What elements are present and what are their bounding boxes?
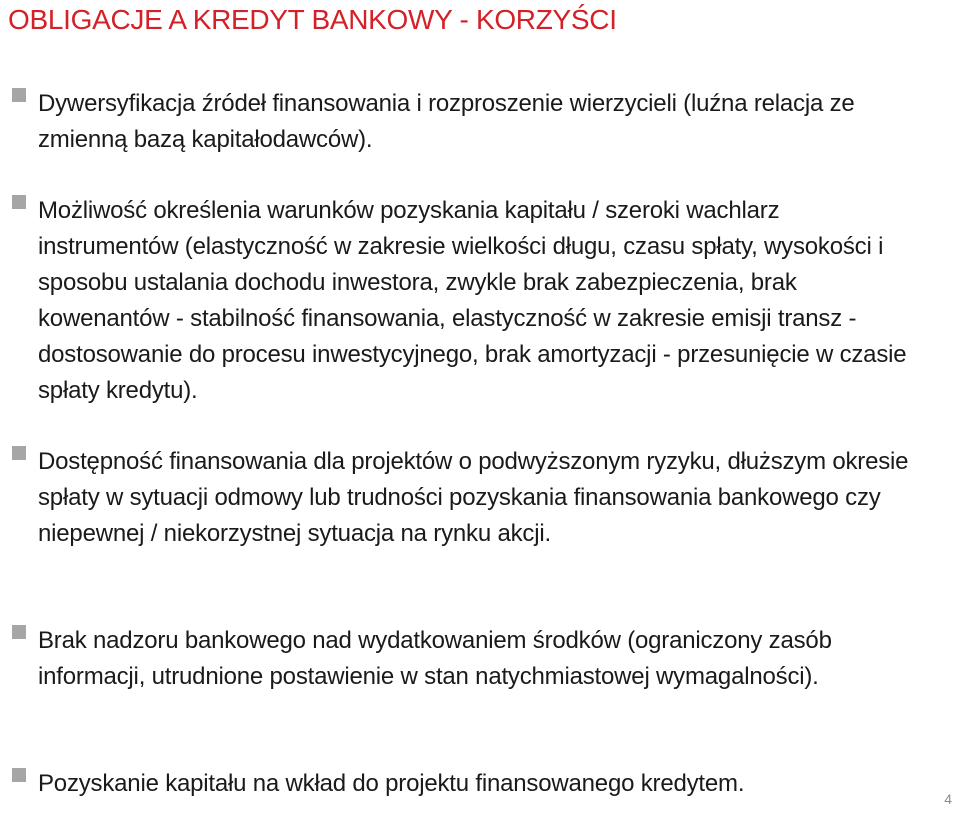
square-bullet-icon [12, 768, 26, 782]
bullet-text: Dywersyfikacja źródeł finansowania i rozproszenie wierzycieli (luźna relacja ze zmienną bazą kapitałodawców). [38, 90, 855, 153]
square-bullet-icon [12, 88, 26, 102]
bullet-text: Brak nadzoru bankowego nad wydatkowaniem środków (ograniczony zasób informacji, utrudnione postawienie w stan natychmiastowej wymagalności). [38, 627, 832, 690]
bullet-text: Pozyskanie kapitału na wkład do projektu finansowanego kredytem. [38, 770, 745, 797]
page-number: 4 [944, 791, 952, 807]
bullet-text: Możliwość określenia warunków pozyskania kapitału / szeroki wachlarz instrumentów (elastyczność w zakresie wielkości długu, czasu spłaty, wysokości i sposobu ustalania dochodu inwestora, zwykle brak zabezpieczenia, brak kowenantów - stabilność finansowania, elastyczność w zakresie emisji transz - dostosowanie do procesu inwestycyjnego, brak amortyzacji - przesunięcie w czasie spłaty kredytu). [38, 197, 907, 404]
bullet-text: Dostępność finansowania dla projektów o podwyższonym ryzyku, dłuższym okresie spłaty w sytuacji odmowy lub trudności pozyskania finansowania bankowego czy niepewnej / niekorzystnej sytuacja na rynku akcji. [38, 448, 909, 547]
square-bullet-icon [12, 195, 26, 209]
slide-title: OBLIGACJE A KREDYT BANKOWY - KORZYŚCI [8, 4, 617, 35]
square-bullet-icon [12, 625, 26, 639]
square-bullet-icon [12, 446, 26, 460]
